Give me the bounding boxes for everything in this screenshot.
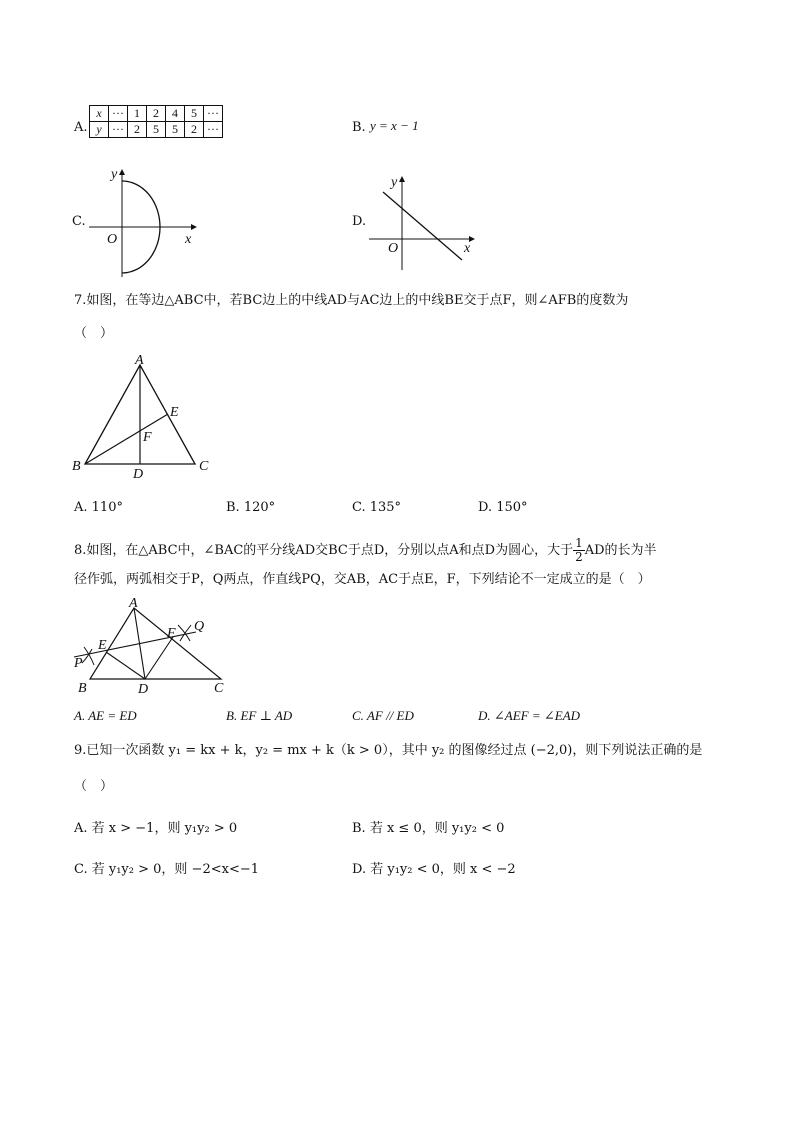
table-cell: 5: [185, 106, 204, 122]
point-a-label: A: [135, 353, 144, 368]
table-cell: 2: [185, 122, 204, 138]
point-d-label: D: [133, 467, 144, 480]
q9-option-c: C. 若 y₁y₂ > 0，则 −2<x<−1: [74, 862, 259, 877]
q8-stem-prefix: 8.如图，在△ABC中，∠BAC的平分线AD交BC于点D，分别以点A和点D为圆心，大于: [74, 543, 574, 558]
xy-value-table: [89, 105, 223, 138]
fraction-numerator: 1: [575, 536, 583, 550]
table-cell: x: [90, 106, 109, 122]
semicircle-graph: [85, 165, 205, 280]
option-d-label: D.: [352, 214, 367, 229]
point-b-label: B: [78, 681, 87, 696]
q7-option-a: A. 110°: [74, 500, 123, 515]
q8-stem-line1: [74, 537, 657, 564]
table-cell: 5: [166, 122, 185, 138]
table-cell: ···: [109, 106, 128, 122]
point-f-label: F: [167, 626, 176, 641]
point-f-label: F: [143, 430, 152, 445]
q9-option-b: B. 若 x ≤ 0，则 y₁y₂ < 0: [352, 821, 505, 836]
table-cell: y: [90, 122, 109, 138]
q7-stem: 7.如图，在等边△ABC中，若BC边上的中线AD与AC边上的中线BE交于点F，则∠AFB的度数为: [74, 293, 629, 308]
point-d-label: D: [138, 682, 149, 697]
x-axis-label: x: [185, 232, 192, 247]
q9-stem: 9.已知一次函数 y₁ = kx + k，y₂ = mx + k（k > 0），其中 y₂ 的图像经过点 (−2,0)，则下列说法正确的是: [74, 743, 703, 758]
point-e-label: E: [98, 638, 107, 653]
origin-label: O: [107, 232, 118, 247]
table-cell: ···: [109, 122, 128, 138]
point-a-label: A: [129, 596, 138, 611]
line-graph: [365, 170, 485, 270]
table-cell: 4: [166, 106, 185, 122]
q9-option-a: A. 若 x > −1，则 y₁y₂ > 0: [74, 821, 238, 836]
q8-option-c: C. AF // ED: [352, 708, 414, 723]
q9-paren: （ ）: [74, 779, 114, 794]
table-cell: 1: [128, 106, 147, 122]
point-e-label: E: [170, 405, 179, 420]
q8-stem-line2: 径作弧，两弧相交于P，Q两点，作直线PQ，交AB，AC于点E，F，下列结论不一定成立的是（ ）: [74, 572, 651, 587]
q7-option-c: C. 135°: [352, 500, 402, 515]
table-cell: 2: [128, 122, 147, 138]
option-a-label: A.: [74, 120, 88, 135]
q9-option-d: D. 若 y₁y₂ < 0，则 x < −2: [352, 862, 516, 877]
table-cell: ···: [204, 122, 223, 138]
origin-label: O: [388, 241, 399, 256]
table-row-y: [90, 122, 223, 138]
equilateral-triangle-figure: [68, 350, 228, 480]
point-q-label: Q: [194, 619, 205, 634]
q8-option-a: A. AE = ED: [74, 708, 137, 723]
option-b-formula: y = x − 1: [370, 118, 419, 133]
q7-paren: （ ）: [74, 326, 114, 341]
table-cell: 5: [147, 122, 166, 138]
q7-option-d: D. 150°: [478, 500, 528, 515]
table-cell: 2: [147, 106, 166, 122]
point-b-label: B: [72, 459, 81, 474]
q7-option-b: B. 120°: [226, 500, 276, 515]
y-axis-label: y: [111, 167, 118, 182]
table-cell: ···: [204, 106, 223, 122]
angle-bisector-figure: [66, 595, 241, 697]
option-c-label: C.: [72, 214, 86, 229]
q8-option-b: B. EF ⊥ AD: [226, 708, 293, 723]
point-p-label: P: [74, 656, 83, 671]
point-c-label: C: [214, 681, 224, 696]
option-b-label: B.: [352, 120, 366, 135]
q8-stem-suffix: AD的长为半: [584, 543, 657, 558]
table-row-x: [90, 106, 223, 122]
x-axis-label: x: [464, 241, 471, 256]
fraction: [573, 537, 585, 564]
point-c-label: C: [199, 459, 209, 474]
q8-option-d: D. ∠AEF = ∠EAD: [478, 708, 581, 723]
fraction-denominator: 2: [575, 550, 583, 564]
y-axis-label: y: [391, 175, 398, 190]
